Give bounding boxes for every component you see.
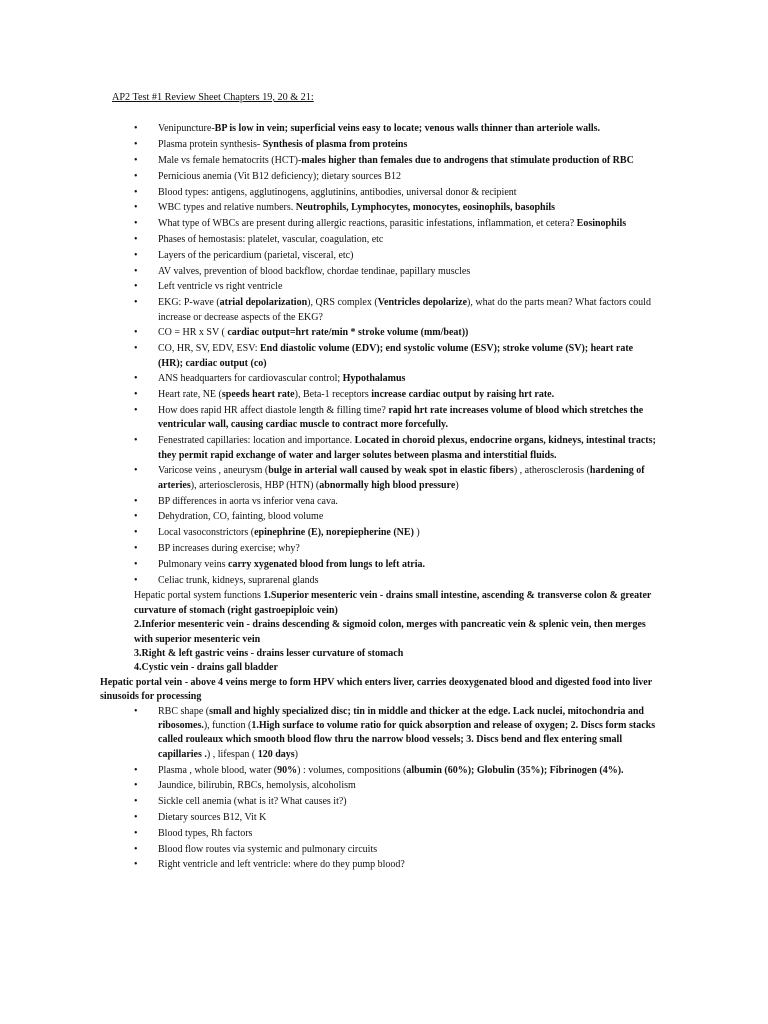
- question-text: ), arteriosclerosis, HBP (HTN) (: [190, 479, 320, 491]
- bullet-icon: •: [134, 202, 138, 214]
- list-item: [112, 296, 657, 325]
- list-item: [112, 510, 657, 524]
- bold-answer-text: cardiac output=hrt rate/min * stroke volume (mm/beat)): [227, 327, 469, 339]
- question-text: Male vs female hematocrits (HCT)-: [158, 155, 302, 166]
- list-item: [112, 138, 657, 152]
- topic-list-2: [112, 705, 657, 873]
- bold-answer-text: 3.Right & left gastric veins - drains lesser curvature of stomach: [134, 647, 404, 659]
- bold-answer-text: 2.Inferior mesenteric vein - drains descending & sigmoid colon, merges with pancreatic vein & splenic vein, then merges with superior mesenteric vein: [134, 619, 646, 645]
- bold-answer-text: Synthesis of plasma from proteins: [262, 139, 408, 151]
- bullet-icon: •: [134, 373, 138, 385]
- bullet-icon: •: [134, 843, 138, 855]
- bullet-icon: •: [134, 542, 138, 554]
- bullet-icon: •: [134, 389, 138, 401]
- bullet-icon: •: [134, 705, 138, 717]
- list-item: [112, 186, 657, 200]
- bold-answer-text: atrial depolarization: [219, 297, 308, 309]
- bold-answer-text: rapid hrt rate increases volume of blood which stretches the ventricular wall, causing cardiac muscle to contract more forcefully.: [158, 404, 644, 431]
- question-text: ) : volumes, compositions (: [297, 764, 407, 776]
- bullet-icon: •: [134, 233, 138, 245]
- question-text: Sickle cell anemia (what is it? What causes it?): [158, 796, 347, 808]
- bold-answer-text: 90%: [277, 764, 298, 776]
- bullet-icon: •: [134, 123, 138, 135]
- bullet-icon: •: [134, 511, 138, 523]
- bullet-icon: •: [134, 218, 138, 230]
- question-text: How does rapid HR affect diastole length & filling time?: [158, 404, 389, 416]
- bullet-icon: •: [134, 465, 138, 477]
- bullet-icon: •: [134, 186, 138, 198]
- bold-answer-text: 120 days: [257, 748, 295, 760]
- bullet-icon: •: [134, 265, 138, 277]
- question-text: ): [413, 527, 420, 539]
- list-item: [112, 233, 657, 247]
- question-text: Plasma , whole blood, water (: [158, 764, 278, 776]
- question-text: CO, HR, SV, EDV, ESV:: [158, 343, 260, 355]
- list-item: [112, 326, 657, 340]
- bullet-icon: •: [134, 327, 138, 339]
- bold-answer-text: End diastolic volume (EDV); end systolic volume (ESV); stroke volume (SV); heart rate (HR); cardiac output (co): [158, 343, 634, 369]
- list-item: [112, 764, 657, 778]
- question-text: Blood types: antigens, agglutinogens, agglutinins, antibodies, universal donor & recipient: [158, 186, 517, 198]
- question-text: Celiac trunk, kidneys, suprarenal glands: [158, 574, 319, 586]
- question-text: Hepatic portal system functions: [134, 590, 264, 602]
- list-item: [112, 495, 657, 509]
- question-text: ), what do the parts mean? What factors could increase or decrease aspects of the EKG?: [158, 297, 651, 323]
- question-text: Dietary sources B12, Vit K: [158, 812, 267, 824]
- bold-answer-text: carry xygenated blood from lungs to left atria.: [228, 558, 426, 570]
- question-text: Pulmonary veins: [158, 558, 228, 570]
- list-item: [112, 705, 657, 763]
- list-item: [112, 434, 657, 463]
- hepatic-line-2: [112, 618, 657, 647]
- bullet-icon: •: [134, 249, 138, 261]
- list-item: [112, 249, 657, 263]
- question-text: WBC types and relative numbers.: [158, 202, 296, 214]
- list-item: [112, 154, 657, 168]
- bullet-icon: •: [134, 495, 138, 507]
- question-text: Dehydration, CO, fainting, blood volume: [158, 511, 324, 523]
- bold-answer-text: Located in choroid plexus, endocrine organs, kidneys, intestinal tracts; they permit rapid exchange of water and larger solutes between plasma and interstitial fluids.: [158, 435, 656, 461]
- bullet-icon: •: [134, 527, 138, 539]
- question-text: Blood flow routes via systemic and pulmonary circuits: [158, 843, 378, 855]
- list-item: [112, 201, 657, 215]
- bullet-icon: •: [134, 404, 138, 416]
- list-item: [112, 858, 657, 872]
- list-item: [112, 779, 657, 793]
- bold-answer-text: Ventricles depolarize: [377, 297, 468, 309]
- question-text: Fenestrated capillaries: location and importance.: [158, 435, 355, 447]
- list-item: [112, 404, 657, 433]
- question-text: BP increases during exercise; why?: [158, 542, 300, 554]
- hepatic-portal-vein: [100, 676, 657, 705]
- list-item: [112, 170, 657, 184]
- hepatic-portal-section: [100, 589, 657, 704]
- question-text: BP differences in aorta vs inferior vena cava.: [158, 495, 338, 507]
- list-item: [112, 388, 657, 402]
- bullet-icon: •: [134, 170, 138, 182]
- question-text: EKG: P-wave (: [158, 297, 220, 309]
- bullet-icon: •: [134, 343, 138, 355]
- question-text: Blood types, Rh factors: [158, 827, 253, 839]
- question-text: ) , lifespan (: [206, 748, 258, 760]
- bold-answer-text: Hypothalamus: [342, 373, 406, 385]
- question-text: ), function (: [203, 720, 252, 732]
- bullet-icon: •: [134, 796, 138, 808]
- bold-answer-text: 1.High surface to volume ratio for quick absorption and release of oxygen; 2. Discs form stacks called rouleaux which smooth blood flow thru the narrow blood vessels; 3. Discs bend and flex entering small capillaries .: [158, 720, 656, 760]
- bold-answer-text: 1.Superior mesenteric vein - drains small intestine, ascending & transverse colon & greater curvature of stomach (right gastroepiploic vein): [134, 590, 652, 616]
- bullet-icon: •: [134, 297, 138, 309]
- list-item: [112, 372, 657, 386]
- bold-answer-text: bulge in arterial wall caused by weak spot in elastic fibers: [268, 465, 514, 477]
- bullet-icon: •: [134, 780, 138, 792]
- bullet-icon: •: [134, 435, 138, 447]
- hepatic-line-3: [112, 647, 657, 661]
- question-text: Phases of hemostasis: platelet, vascular, coagulation, etc: [158, 233, 384, 245]
- bold-answer-text: epinephrine (E), norepiepherine (NE): [254, 527, 414, 539]
- bold-answer-text: Neutrophils, Lymphocytes, monocytes, eosinophils, basophils: [295, 202, 556, 214]
- bullet-icon: •: [134, 558, 138, 570]
- question-text: Jaundice, bilirubin, RBCs, hemolysis, alcoholism: [158, 780, 356, 792]
- bold-answer-text: BP is low in vein; superficial veins easy to locate; venous walls thinner than arteriole walls.: [214, 123, 601, 135]
- bold-answer-text: males higher than females due to androgens that stimulate production of RBC: [301, 155, 634, 166]
- question-text: ): [294, 748, 299, 760]
- bullet-icon: •: [134, 155, 138, 166]
- bullet-icon: •: [134, 812, 138, 824]
- bold-answer-text: hardening of arteries: [158, 465, 645, 491]
- bullet-icon: •: [134, 281, 138, 293]
- review-sheet: [100, 91, 657, 874]
- question-text: Plasma protein synthesis-: [158, 139, 263, 151]
- list-item: [112, 217, 657, 231]
- bullet-icon: •: [134, 139, 138, 151]
- bold-answer-text: speeds heart rate: [221, 389, 295, 401]
- question-text: CO = HR x SV (: [158, 327, 228, 339]
- list-item: [112, 574, 657, 588]
- list-item: [112, 827, 657, 841]
- document-title: AP2 Test #1 Review Sheet Chapters 19, 20 & 21:: [112, 92, 314, 103]
- list-item: [112, 464, 657, 493]
- question-text: Layers of the pericardium (parietal, visceral, etc): [158, 249, 354, 261]
- question-text: Varicose veins , aneurysm (: [158, 465, 269, 477]
- question-text: Venipuncture-: [158, 123, 215, 135]
- bold-answer-text: abnormally high blood pressure: [319, 479, 456, 491]
- bold-answer-text: increase cardiac output by raising hrt rate.: [371, 389, 555, 401]
- bold-answer-text: albumin (60%); Globulin (35%); Fibrinogen (4%).: [406, 764, 624, 776]
- list-item: [112, 265, 657, 279]
- bullet-icon: •: [134, 764, 138, 776]
- list-item: [112, 122, 657, 136]
- question-text: AV valves, prevention of blood backflow, chordae tendinae, papillary muscles: [158, 265, 471, 277]
- hepatic-line-1: [112, 589, 657, 618]
- bold-answer-text: small and highly specialized disc; tin in middle and thicker at the edge. Lack nuclei, mitochondria and ribosomes.: [158, 705, 644, 732]
- question-text: What type of WBCs are present during allergic reactions, parasitic infestations, inflammation, et cetera?: [158, 218, 577, 230]
- list-item: [112, 843, 657, 857]
- bullet-icon: •: [134, 827, 138, 839]
- bold-answer-text: Eosinophils: [576, 218, 627, 230]
- question-text: ), QRS complex (: [307, 297, 378, 309]
- question-text: RBC shape (: [158, 705, 210, 717]
- list-item: [112, 811, 657, 825]
- hepatic-line-4: [112, 661, 657, 675]
- question-text: Pernicious anemia (Vit B12 deficiency); dietary sources B12: [158, 170, 401, 182]
- question-text: ), Beta-1 receptors: [294, 389, 372, 401]
- list-item: [112, 542, 657, 556]
- question-text: Local vasoconstrictors (: [158, 527, 255, 539]
- list-item: [112, 526, 657, 540]
- list-item: [112, 342, 657, 371]
- question-text: ): [455, 479, 459, 491]
- bullet-icon: •: [134, 859, 138, 871]
- question-text: Right ventricle and left ventricle: where do they pump blood?: [158, 859, 405, 871]
- question-text: ANS headquarters for cardiovascular control;: [158, 373, 343, 385]
- question-text: ) , atherosclerosis (: [513, 465, 590, 477]
- bold-answer-text: Hepatic portal vein - above 4 veins merge to form HPV which enters liver, carries deoxygenated blood and digested food into liver sinusoids for processing: [100, 676, 652, 703]
- list-item: [112, 558, 657, 572]
- bold-answer-text: 4.Cystic vein - drains gall bladder: [134, 662, 278, 674]
- question-text: Left ventricle vs right ventricle: [158, 281, 283, 293]
- bullet-icon: •: [134, 574, 138, 586]
- list-item: [112, 280, 657, 294]
- list-item: [112, 795, 657, 809]
- topic-list: [112, 122, 657, 588]
- question-text: Heart rate, NE (: [158, 389, 222, 401]
